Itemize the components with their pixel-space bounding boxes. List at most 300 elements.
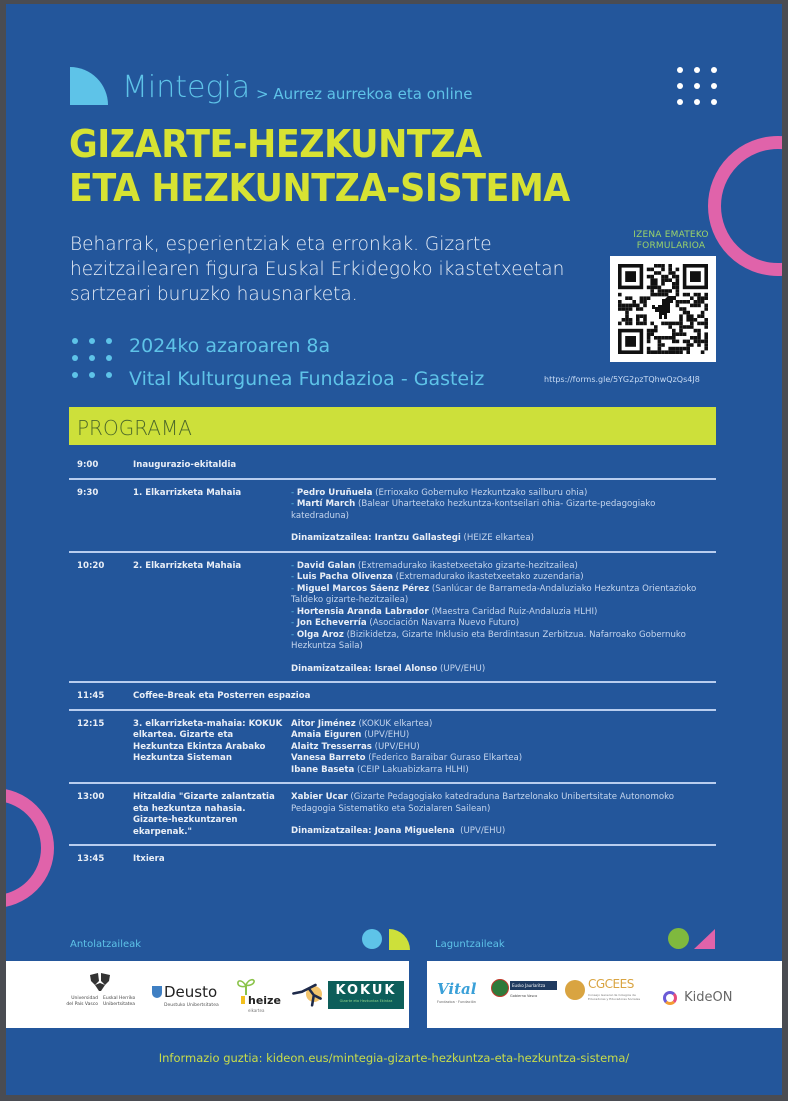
participant-name: Martí March [296, 499, 356, 509]
qr-module [676, 293, 680, 297]
cgcees-name: CGCEES [588, 977, 634, 991]
participant-name: Amaia Eiguren [291, 730, 362, 740]
qr-module [690, 336, 694, 340]
qr-module [694, 318, 698, 322]
qr-module [676, 289, 680, 293]
qr-module [704, 340, 708, 344]
qr-module [676, 350, 680, 354]
participant-bullet: - [291, 572, 297, 582]
vital-sub: Fundazioa · Fundación [437, 1000, 476, 1004]
logo-upv-ehu [56, 971, 144, 1019]
qr-module [625, 304, 629, 308]
participant-affiliation: (Federico Baraibar Guraso Elkartea) [365, 753, 523, 763]
qr-module [658, 264, 662, 268]
runner-figure-icon [290, 979, 324, 1013]
participant-bullet: - [291, 487, 297, 498]
qr-module [625, 318, 629, 322]
participant-bullet: - [291, 618, 297, 628]
deusto-name: Deusto [164, 983, 218, 1001]
qr-module [697, 340, 701, 344]
participant [291, 765, 710, 777]
participant [291, 730, 710, 742]
qr-module [650, 278, 654, 282]
qr-module [679, 314, 683, 318]
moderator-label: Dinamizatzailea: [291, 826, 375, 836]
supporters-logo-panel [427, 961, 782, 1028]
program-time: 13:45 [77, 854, 105, 864]
qr-module [679, 350, 683, 354]
program-session-title: Itxiera [133, 854, 165, 864]
qr-module [618, 300, 622, 304]
cgcees-sub: Consejo General de Colegios de Educadoras y Educadores Sociales [588, 993, 641, 1001]
program-table [69, 452, 716, 872]
qr-module [686, 340, 690, 344]
qr-module [676, 347, 680, 351]
qr-module [650, 289, 654, 293]
participant-affiliation: (Bizikidetza, Gizarte Inklusio eta Berdintasun Zerbitzua. Nafarroako Gobernuko Hezkuntza Saila) [291, 629, 686, 651]
participant [291, 618, 710, 630]
program-participants [291, 792, 716, 838]
qr-module [643, 322, 647, 326]
qr-module [654, 325, 658, 329]
pink-ring-shape [708, 136, 782, 276]
registration-url-link[interactable]: https://forms.gle/5YG2pzTQhwQzQs4J8 [544, 375, 700, 384]
participant-affiliation: (Asociación Navarra Nuevo Futuro) [366, 618, 520, 628]
qr-module [661, 289, 665, 293]
program-time: 13:00 [77, 792, 105, 802]
logo-heize [236, 977, 286, 1017]
vital-name: Vital [437, 980, 477, 998]
participant-name: Hortensia Aranda Labrador [296, 606, 429, 617]
qr-module [690, 325, 694, 329]
upv-line-1: Universidad [71, 996, 98, 1001]
program-session-title: 2. Elkarrizketa Mahaia [133, 560, 242, 571]
qr-module [622, 318, 626, 322]
qr-code-icon[interactable] [610, 256, 716, 362]
qr-module [668, 350, 672, 354]
qr-module [679, 325, 683, 329]
qr-module [622, 307, 626, 311]
participant-bullet: - [291, 583, 297, 594]
qr-module [629, 322, 633, 326]
cgcees-emblem-icon [565, 980, 585, 1000]
organizers-label: Antolatzaileak [70, 939, 142, 950]
participant [291, 499, 710, 522]
participant-name: Olga Aroz [296, 629, 344, 640]
qr-module [690, 314, 694, 318]
qr-module [672, 322, 676, 326]
poster [6, 4, 782, 1095]
eusko-jaurlaritza-sub: Gobierno Vasco [510, 994, 538, 998]
participant-name: David Galan [296, 560, 356, 571]
qr-module [704, 322, 708, 326]
qr-module [654, 282, 658, 286]
participant-affiliation: (CEIP Lakuabizkarra HLHI) [354, 764, 469, 775]
heize-name: heize [248, 994, 281, 1007]
qr-module [683, 325, 687, 329]
program-time: 9:00 [77, 460, 99, 470]
program-row [69, 846, 716, 872]
qr-module [686, 293, 690, 297]
participant-affiliation: (Balear Uharteetako hezkuntza-kontseilari ohia- Gizarte-pedagogiako katedraduna) [291, 499, 656, 521]
qr-module [701, 340, 705, 344]
participant-affiliation: (Extremadurako ikastetxeetako zuzendaria) [392, 572, 584, 582]
qr-module [668, 268, 672, 272]
qr-module [658, 336, 662, 340]
program-time: 12:15 [77, 718, 105, 729]
participant-bullet: - [291, 629, 297, 640]
participant [291, 584, 710, 607]
qr-module [643, 318, 647, 322]
qr-module [686, 311, 690, 315]
qr-module [618, 307, 622, 311]
program-row [69, 553, 716, 684]
program-participants [291, 719, 716, 777]
qr-module [647, 296, 651, 300]
qr-module [647, 347, 651, 351]
qr-module [683, 340, 687, 344]
qr-module [679, 322, 683, 326]
moderator-affiliation: (UPV/EHU) [437, 663, 486, 674]
qr-module [665, 336, 669, 340]
upv-line-2: del País Vasco [66, 1002, 98, 1007]
participant-name: Vanesa Barreto [291, 753, 366, 763]
program-row [69, 683, 716, 711]
blue-circle-shape [362, 929, 382, 949]
qr-module [625, 271, 636, 282]
qr-module [704, 336, 708, 340]
qr-module [643, 304, 647, 308]
qr-module [650, 329, 654, 333]
qr-module [650, 268, 654, 272]
participant-affiliation: (Maestra Caridad Ruiz-Andaluzia HLHI) [428, 606, 598, 617]
qr-module [690, 318, 694, 322]
qr-module [690, 296, 694, 300]
qr-module [658, 343, 662, 347]
program-session-title: 1. Elkarrizketa Mahaia [133, 487, 242, 498]
qr-module [701, 300, 705, 304]
qr-module [697, 314, 701, 318]
qr-module [647, 275, 651, 279]
program-row [69, 452, 716, 480]
qr-module [661, 293, 665, 297]
participant [291, 488, 710, 500]
qr-module [676, 275, 680, 279]
upv-ehu-emblem-icon [87, 971, 113, 993]
qr-module [676, 300, 680, 304]
qr-module [647, 340, 651, 344]
deusto-sub: Deustuko Unibertsitatea [164, 1003, 219, 1008]
qr-module [701, 322, 705, 326]
qr-module [683, 300, 687, 304]
qr-module [618, 304, 622, 308]
qr-module [701, 296, 705, 300]
event-venue: Vital Kulturgunea Fundazioa - Gasteiz [129, 368, 485, 390]
qr-module [679, 332, 683, 336]
qr-module [686, 350, 690, 354]
participant [291, 742, 710, 754]
qr-module [650, 350, 654, 354]
qr-module [654, 286, 658, 290]
qr-module [701, 350, 705, 354]
logo-eusko-jaurlaritza [491, 979, 557, 1009]
participant-name: Luis Pacha Olivenza [296, 572, 393, 582]
qr-module [683, 347, 687, 351]
qr-module [679, 347, 683, 351]
qr-module [704, 307, 708, 311]
qr-module [668, 289, 672, 293]
participant [291, 792, 710, 815]
moderator-name: Israel Alonso [374, 663, 438, 674]
qr-module [650, 293, 654, 297]
qr-module [654, 264, 658, 268]
qr-module [625, 311, 629, 315]
program-session-title: Hitzaldia "Gizarte zalantzatia eta hezkuntza nahasia. Gizarte-hezkuntzaren ekarpenak." [133, 792, 275, 837]
qr-module [618, 293, 622, 297]
qr-module [704, 347, 708, 351]
participant [291, 719, 710, 731]
moderator-affiliation: (UPV/EHU) [454, 826, 506, 836]
qr-module [697, 293, 701, 297]
qr-module [683, 293, 687, 297]
qr-module [686, 347, 690, 351]
qr-module [697, 343, 701, 347]
lime-quarter-shape [389, 929, 410, 950]
participant-bullet: - [291, 560, 297, 571]
qr-module [661, 264, 665, 268]
qr-module [697, 329, 701, 333]
qr-module [661, 322, 665, 326]
qr-module [668, 325, 672, 329]
qr-module [658, 286, 662, 290]
qr-module [636, 318, 640, 322]
participant-bullet: - [291, 606, 297, 617]
ehu-line-1: Euskal Herriko [103, 996, 136, 1001]
qr-module [632, 300, 636, 304]
program-heading: PROGRAMA [77, 416, 192, 440]
qr-module [676, 286, 680, 290]
qr-module [676, 282, 680, 286]
qr-module [697, 336, 701, 340]
qr-module [661, 350, 665, 354]
dot-grid-icon [677, 67, 717, 105]
participant-bullet: - [291, 499, 297, 509]
qr-module [650, 282, 654, 286]
qr-module [697, 300, 701, 304]
qr-module [643, 300, 647, 304]
qr-module [625, 314, 629, 318]
qr-module [658, 350, 662, 354]
participant-name: Xabier Ucar [291, 792, 348, 802]
moderator [291, 826, 710, 838]
qr-module [647, 332, 651, 336]
qr-module [654, 350, 658, 354]
qr-module [625, 322, 629, 326]
qr-module [676, 332, 680, 336]
program-row [69, 784, 716, 846]
qr-module [661, 278, 665, 282]
qr-module [672, 329, 676, 333]
qr-module [647, 350, 651, 354]
green-circle-shape [668, 928, 689, 949]
qr-module [629, 307, 633, 311]
quarter-circle-shape [70, 67, 108, 105]
qr-module [654, 329, 658, 333]
qr-module [658, 289, 662, 293]
participant [291, 572, 710, 584]
program-participants [291, 561, 716, 676]
qr-module [668, 347, 672, 351]
qr-module [636, 322, 640, 326]
program-time: 9:30 [77, 487, 99, 498]
qr-module [676, 322, 680, 326]
qr-module [622, 304, 626, 308]
qr-module [636, 304, 640, 308]
qr-module [640, 307, 644, 311]
program-participants [291, 488, 716, 545]
qr-module [704, 318, 708, 322]
heize-sub: elkartea [248, 1008, 265, 1013]
qr-module [668, 336, 672, 340]
qr-module [672, 275, 676, 279]
qr-module [632, 304, 636, 308]
participant-affiliation: (Sanlúcar de Barrameda-Andaluziako Hezkuntza Orientazioko Taldeko gizarte-hezitzailea) [291, 583, 697, 605]
moderator [291, 664, 710, 676]
qr-module [625, 296, 629, 300]
qr-module [658, 340, 662, 344]
qr-module [704, 293, 708, 297]
registration-label-line-2: FORMULARIOA [636, 241, 706, 251]
qr-module [650, 286, 654, 290]
qr-module [640, 322, 644, 326]
qr-module [694, 340, 698, 344]
participant-name: Pedro Uruñuela [296, 487, 373, 498]
footer-info-link[interactable]: Informazio guztia: kideon.eus/mintegia-gizarte-hezkuntza-eta-hezkuntza-sistema/ [158, 1051, 630, 1065]
qr-module [658, 271, 662, 275]
logo-kideon [663, 987, 732, 1003]
qr-module [683, 307, 687, 311]
participant-name: Ibane Baseta [291, 764, 355, 775]
program-session-title: 3. elkarrizketa-mahaia: KOKUK elkartea. Gizarte eta Hezkuntza Ekintza Arabako Hezkuntza Sisteman [133, 718, 283, 763]
qr-module [629, 304, 633, 308]
moderator-label: Dinamizatzailea: [291, 663, 375, 674]
logo-deusto [152, 983, 230, 1015]
participant [291, 607, 710, 619]
qr-module [690, 271, 701, 282]
sprout-icon [236, 977, 256, 995]
qr-module [668, 271, 672, 275]
qr-module [697, 304, 701, 308]
program-participants [291, 460, 716, 472]
qr-module [690, 304, 694, 308]
qr-module [643, 296, 647, 300]
qr-module [629, 318, 633, 322]
qr-module [647, 329, 651, 333]
program-session-title: Inaugurazio-ekitaldia [133, 460, 237, 470]
qr-module [683, 311, 687, 315]
qr-module [647, 336, 651, 340]
participant-affiliation: (KOKUK elkartea) [355, 718, 433, 729]
heize-bar-icon [241, 996, 245, 1004]
qr-module [686, 300, 690, 304]
pink-triangle-shape [694, 929, 715, 949]
kokuk-sub: Gizarte eta Hezkuntza Ekintza [339, 999, 393, 1003]
eusko-jaurlaritza-name: Eusko Jaurlaritza [510, 981, 557, 990]
qr-module [683, 332, 687, 336]
participant-affiliation: (UPV/EHU) [371, 741, 420, 752]
qr-module [668, 322, 672, 326]
qr-module [694, 336, 698, 340]
qr-module [694, 293, 698, 297]
qr-module [697, 296, 701, 300]
qr-module [661, 275, 665, 279]
page-title [69, 122, 570, 210]
qr-module [618, 322, 622, 326]
kokuk-name: KOKUK [335, 983, 397, 998]
qr-module [665, 322, 669, 326]
qr-module [676, 278, 680, 282]
qr-module [658, 347, 662, 351]
kideon-name: KideON [684, 989, 733, 1005]
qr-module [640, 314, 644, 318]
program-time: 11:45 [77, 691, 105, 701]
dinosaur-icon [652, 296, 676, 319]
qr-module [694, 300, 698, 304]
participant-name: Alaitz Tresserras [291, 741, 372, 752]
qr-module [661, 268, 665, 272]
participant-affiliation: (Errioxako Gobernuko Hezkuntzako sailburu ohia) [372, 487, 588, 498]
qr-module [672, 282, 676, 286]
qr-module [694, 329, 698, 333]
participant-affiliation: (Extremadurako ikastetxeetako gizarte-hezitzailea) [355, 560, 578, 571]
logo-kokuk [328, 981, 404, 1009]
logo-vital [437, 981, 485, 1009]
qr-module [665, 293, 669, 297]
qr-module [643, 314, 647, 318]
qr-module [647, 286, 651, 290]
program-row [69, 711, 716, 785]
qr-module [668, 278, 672, 282]
program-time: 10:20 [77, 560, 105, 571]
moderator-name: Irantzu Gallastegi [374, 533, 461, 543]
qr-module [679, 307, 683, 311]
qr-module [636, 307, 640, 311]
registration-label [606, 230, 736, 252]
organizers-logo-panel [6, 961, 409, 1028]
qr-module [679, 318, 683, 322]
qr-module [625, 336, 636, 347]
qr-module [658, 293, 662, 297]
qr-module [665, 275, 669, 279]
logo-runner [290, 979, 324, 1013]
qr-module [697, 322, 701, 326]
qr-module [676, 268, 680, 272]
moderator-label: Dinamizatzailea: [291, 533, 375, 543]
qr-module [672, 286, 676, 290]
participant-affiliation: (UPV/EHU) [361, 730, 410, 740]
qr-module [704, 343, 708, 347]
moderator-name: Joana Miguelena [374, 826, 455, 836]
qr-module [672, 336, 676, 340]
qr-module [704, 325, 708, 329]
qr-module [704, 304, 708, 308]
participant-affiliation: (Gizarte Pedagogiako katedraduna Bartzelonako Unibertsitate Autonomoko Pedagogia Sistematiko eta Sozialaren Sailean) [291, 792, 675, 814]
qr-module [654, 278, 658, 282]
qr-module [676, 304, 680, 308]
moderator [291, 533, 710, 545]
qr-module [672, 347, 676, 351]
qr-module [636, 314, 640, 318]
